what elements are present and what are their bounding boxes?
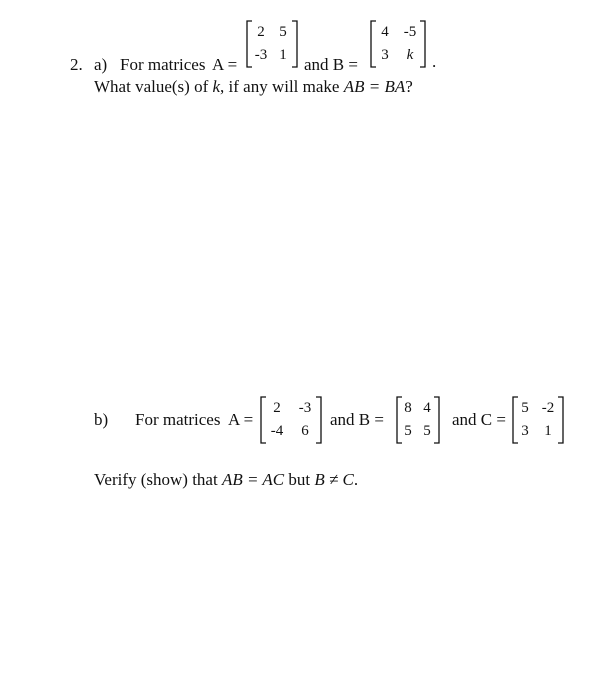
- matrix-cell: -3: [254, 47, 268, 63]
- matrix-cell: 6: [301, 423, 309, 439]
- matrix-cell: 3: [521, 423, 529, 439]
- matrix-cell: 1: [544, 423, 552, 439]
- matrix-cell: 5: [404, 423, 412, 439]
- matrix-cell: 4: [423, 400, 431, 416]
- part-a-period: .: [432, 52, 437, 71]
- part-b-and-b: and B =: [330, 410, 384, 429]
- matrix-a-part-a: [246, 20, 298, 68]
- part-b-verify: [94, 470, 358, 490]
- verify-prefix: Verify (show) that: [94, 470, 218, 489]
- part-b-for-matrices: For matrices: [135, 410, 221, 429]
- matrix-cell: -2: [541, 400, 555, 416]
- matrix-b-part-b: [396, 396, 440, 444]
- matrix-cell: 1: [279, 47, 287, 63]
- question-mid: , if any will make: [220, 77, 340, 96]
- question-number: 2.: [70, 55, 83, 74]
- verify-equation-1: AB = AC: [221, 470, 285, 489]
- part-b-label: b): [94, 410, 109, 429]
- matrix-cell: 2: [257, 24, 265, 40]
- part-b-and-c: and C =: [452, 410, 506, 429]
- matrix-cell: 3: [381, 47, 389, 63]
- question-prefix: What value(s) of: [94, 77, 209, 96]
- matrix-cell: 4: [381, 24, 389, 40]
- matrix-cell: -4: [270, 423, 284, 439]
- matrix-cell: 5: [279, 24, 287, 40]
- verify-equation-2: B ≠ C: [314, 470, 354, 489]
- matrix-cell: 8: [404, 400, 412, 416]
- question-variable: k: [212, 77, 221, 96]
- matrix-cell: 2: [273, 400, 281, 416]
- matrix-cell: -5: [403, 24, 417, 40]
- matrix-b-part-a: [370, 20, 426, 68]
- part-a-and-b: and B =: [304, 55, 358, 74]
- part-b-a-equals: A =: [228, 410, 254, 429]
- question-equation: AB = BA: [343, 77, 406, 96]
- question-end: ?: [405, 77, 413, 96]
- matrix-cell: 5: [521, 400, 529, 416]
- matrix-a-part-b: [260, 396, 322, 444]
- matrix-cell: -3: [298, 400, 312, 416]
- verify-but: but: [288, 470, 311, 489]
- part-a-question: [94, 77, 413, 97]
- verify-end: .: [353, 470, 359, 489]
- matrix-cell: 5: [423, 423, 431, 439]
- part-a-a-equals: A =: [212, 55, 238, 74]
- matrix-c-part-b: [512, 396, 564, 444]
- part-a-for-matrices: For matrices: [120, 55, 206, 74]
- matrix-cell: k: [406, 47, 414, 63]
- part-a-label: a): [94, 55, 108, 74]
